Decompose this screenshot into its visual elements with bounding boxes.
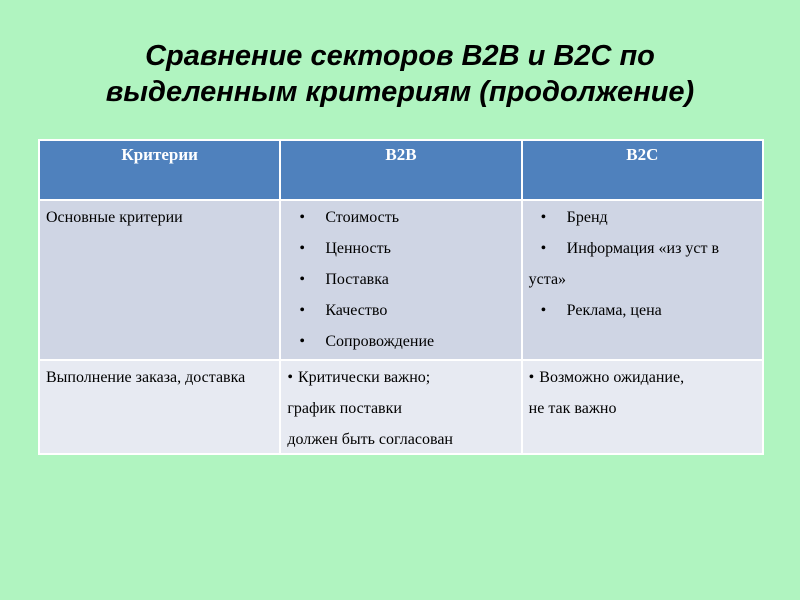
bullet-icon: •	[540, 240, 547, 257]
comparison-table	[38, 139, 764, 455]
list-item	[287, 326, 514, 357]
list-item-label: Сопровождение	[325, 333, 435, 350]
list-item-label: Бренд	[566, 209, 608, 226]
bullet-icon: •	[299, 271, 305, 288]
list-item-label: Реклама, цена	[566, 302, 662, 319]
row2-b2c-cell	[523, 361, 762, 453]
row1-b2b-cell	[281, 201, 520, 359]
list-item-label: Критически важно;	[297, 369, 431, 386]
bullet-icon: •	[299, 333, 305, 350]
list-item-label: Стоимость	[325, 209, 400, 226]
list-item	[529, 362, 756, 393]
header-cell-b2b: В2В	[281, 141, 520, 199]
list-item-label: Ценность	[325, 240, 391, 257]
row1-b2c-cell	[523, 201, 762, 359]
bullet-icon: •	[287, 369, 293, 386]
list-item	[287, 264, 514, 295]
list-item-continuation: уста»	[528, 271, 567, 288]
list-item-label: Возможно ожидание,	[539, 369, 685, 386]
list-item	[287, 233, 514, 264]
row2-criteria-label: Выполнение заказа, доставка	[46, 369, 246, 386]
list-item	[287, 362, 514, 393]
bullet-icon: •	[299, 240, 305, 257]
list-item	[287, 295, 514, 326]
bullet-icon: •	[299, 302, 305, 319]
row2-criteria-cell	[40, 361, 279, 453]
list-item-label: Поставка	[325, 271, 389, 288]
bullet-icon: •	[528, 369, 535, 386]
list-item	[529, 233, 756, 264]
bullet-icon: •	[540, 209, 547, 226]
row1-criteria-label: Основные критерии	[46, 209, 183, 226]
list-item	[529, 202, 756, 233]
header-cell-criteria: Критерии	[40, 141, 279, 199]
list-item-label: Качество	[325, 302, 388, 319]
list-item-continuation: график поставки	[287, 400, 402, 417]
list-item-continuation: должен быть согласован	[287, 431, 453, 448]
list-item-label: Информация «из уст в	[566, 240, 720, 257]
list-item-continuation: не так важно	[528, 400, 617, 417]
row1-criteria-cell	[40, 201, 279, 359]
slide-title: Сравнение секторов В2В и В2С по выделенным критериям (продолжение)	[105, 40, 695, 108]
row2-b2b-cell	[281, 361, 520, 453]
header-cell-b2c: В2С	[523, 141, 762, 199]
bullet-icon: •	[540, 302, 547, 319]
bullet-icon: •	[299, 209, 305, 226]
list-item	[287, 202, 514, 233]
list-item	[529, 295, 756, 326]
